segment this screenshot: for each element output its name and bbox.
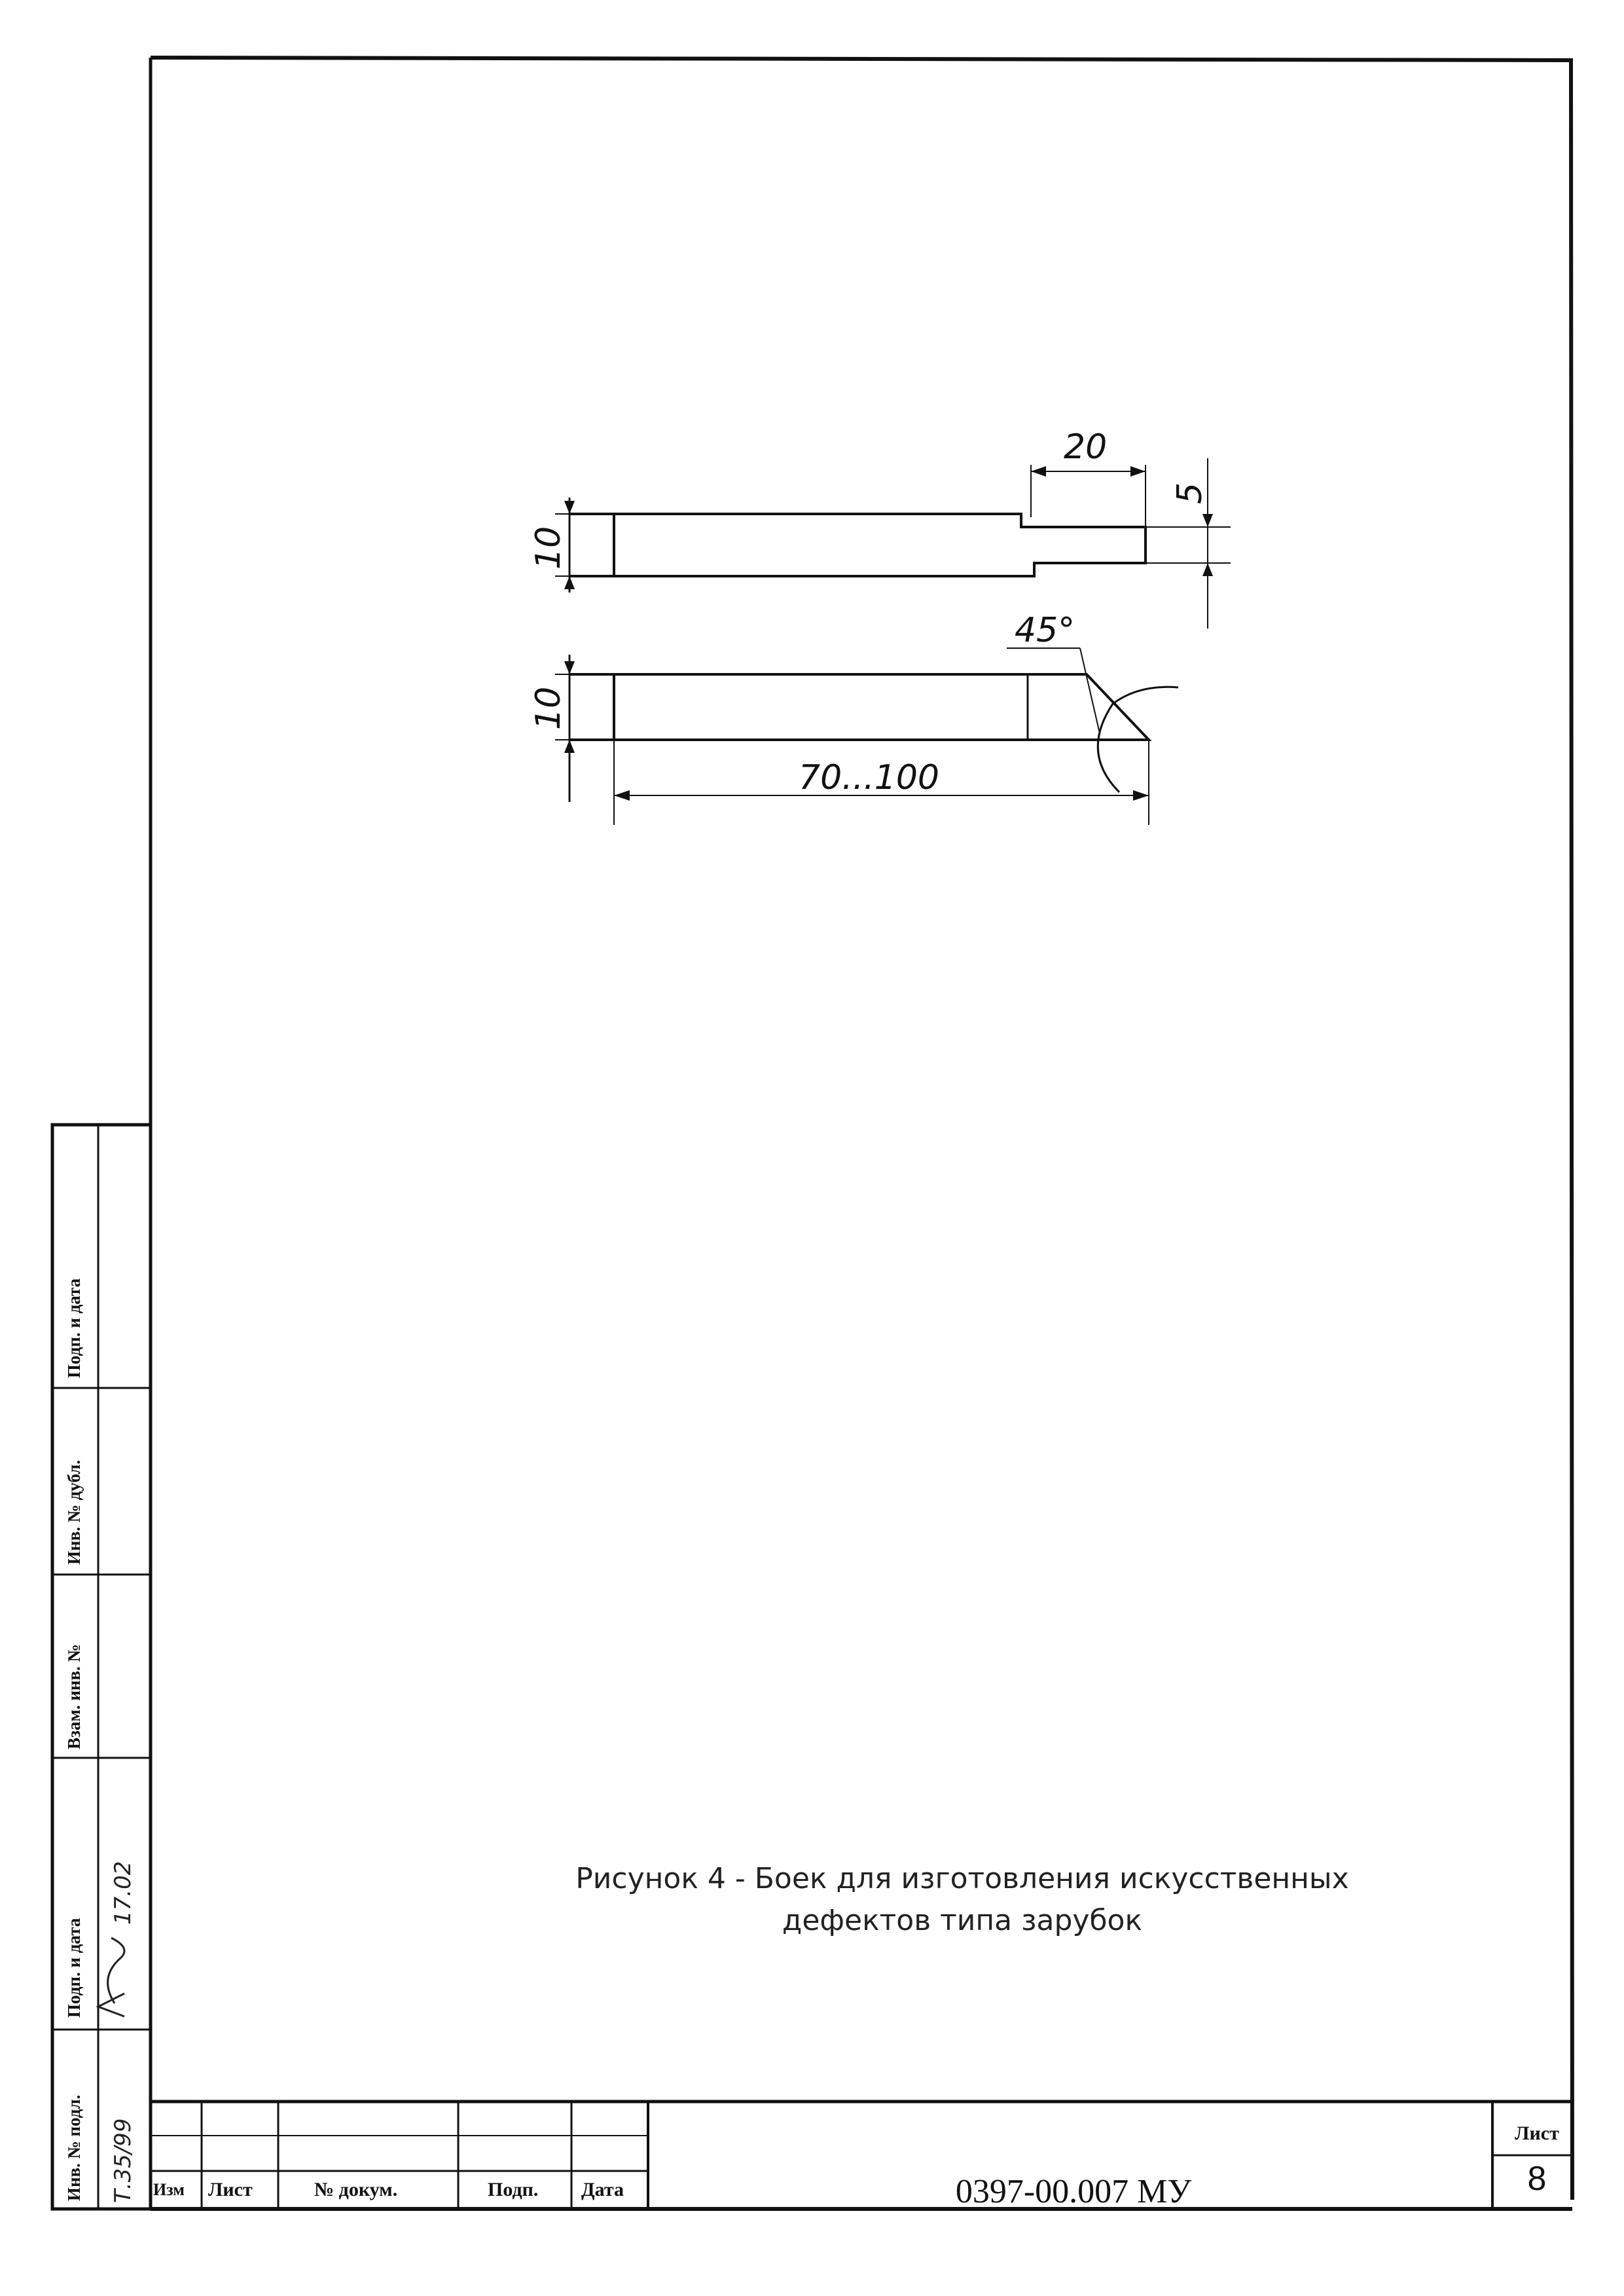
punch-top-view (555, 458, 1231, 629)
sheet-label: Лист (1515, 2123, 1559, 2144)
dim-notch-length: 20 (1064, 428, 1108, 467)
stamp-podp-data-1: Подп. и дата (64, 1918, 84, 2018)
dim-length: 70...100 (799, 758, 940, 797)
caption-line-1: Рисунок 4 - Боек для изготовления искусственных (575, 1862, 1349, 1895)
handwritten-inv-number: Т.35/99 (110, 2118, 136, 2203)
dim-bottom-height: 10 (529, 686, 568, 730)
tb-col-data: Дата (581, 2179, 624, 2200)
stamp-vzam-inv: Взам. инв. № (64, 1644, 84, 1749)
stamp-inv-podl: Инв. № подл. (64, 2094, 84, 2201)
dim-angle: 45° (1015, 611, 1075, 650)
dimension-labels (529, 428, 1210, 797)
stamp-inv-dubl: Инв. № дубл. (64, 1459, 84, 1565)
document-number: 0397-00.007 МУ (955, 2173, 1192, 2210)
tb-col-list: Лист (208, 2179, 253, 2200)
caption-line-2: дефектов типа зарубок (782, 1904, 1143, 1937)
handwritten-date: 17.02 (110, 1861, 136, 1925)
tb-col-doc: № докум. (314, 2179, 398, 2200)
dim-top-height: 10 (529, 526, 568, 570)
tb-col-izm: Изм (153, 2180, 185, 2199)
signature (98, 1938, 124, 2016)
sheet-number: 8 (1527, 2160, 1547, 2198)
figure-caption (458, 1858, 1466, 1942)
punch-side-view (555, 648, 1178, 825)
tb-col-podp: Подп. (488, 2179, 539, 2200)
dim-notch-depth: 5 (1170, 482, 1210, 504)
stamp-podp-data-2: Подп. и дата (64, 1278, 84, 1378)
